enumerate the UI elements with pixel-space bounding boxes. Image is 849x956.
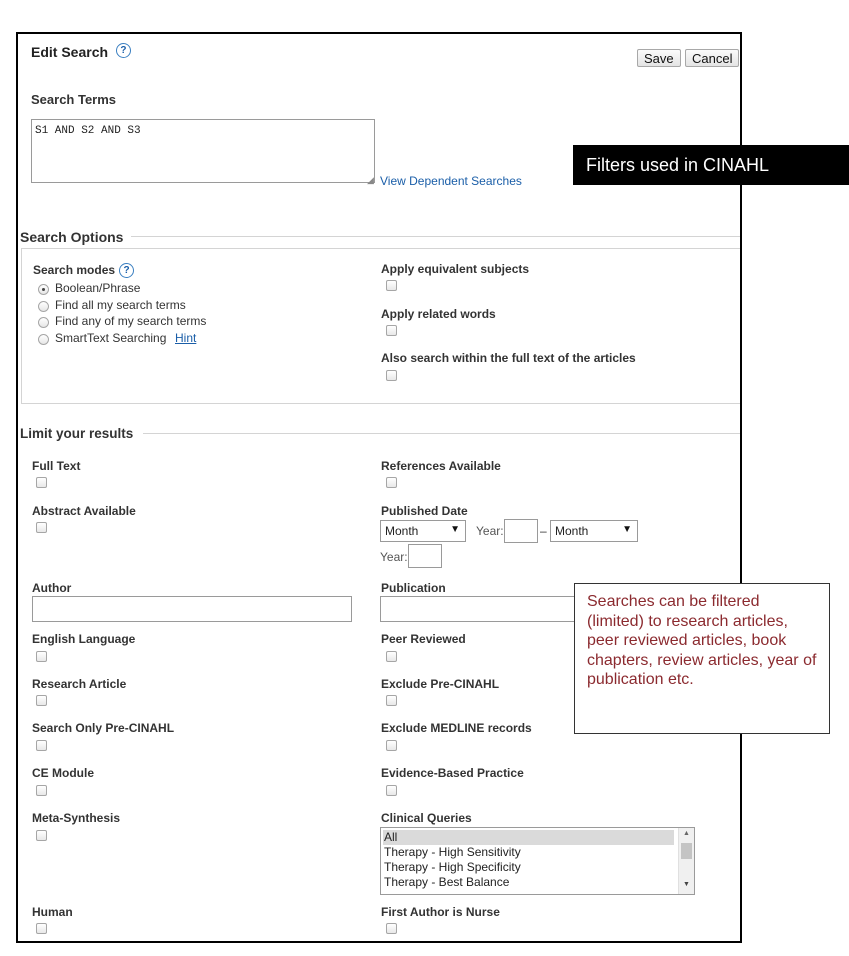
related-words-checkbox[interactable]: [386, 325, 397, 336]
full-text-checkbox[interactable]: [36, 477, 47, 488]
published-from-month-select[interactable]: Month ▼: [380, 520, 466, 542]
equivalent-subjects-label: Apply equivalent subjects: [381, 262, 530, 276]
filters-banner: Filters used in CINAHL: [573, 145, 849, 185]
meta-synthesis-label: Meta-Synthesis: [32, 811, 121, 825]
search-terms-textarea[interactable]: S1 AND S2 AND S3: [31, 119, 375, 183]
listbox-scrollbar[interactable]: [678, 828, 694, 894]
search-terms-label: Search Terms: [31, 92, 117, 107]
evidence-based-practice-checkbox[interactable]: [386, 785, 397, 796]
published-to-month-select[interactable]: Month ▼: [550, 520, 638, 542]
scroll-up-icon[interactable]: ▲: [683, 830, 690, 837]
radio-find-any[interactable]: [38, 317, 49, 328]
evidence-based-practice-label: Evidence-Based Practice: [381, 766, 524, 780]
save-button[interactable]: Save: [637, 49, 681, 67]
clinical-queries-label: Clinical Queries: [381, 811, 472, 825]
first-author-nurse-checkbox[interactable]: [386, 923, 397, 934]
year-label: Year:: [476, 524, 504, 538]
published-from-year-input[interactable]: [504, 519, 538, 543]
list-item[interactable]: Therapy - Best Balance: [384, 875, 510, 889]
exclude-medline-label: Exclude MEDLINE records: [381, 721, 532, 735]
clinical-queries-listbox[interactable]: [380, 827, 695, 895]
ce-module-checkbox[interactable]: [36, 785, 47, 796]
ce-module-label: CE Module: [32, 766, 94, 780]
resize-grip-icon[interactable]: ◢: [367, 175, 374, 185]
research-article-checkbox[interactable]: [36, 695, 47, 706]
published-to-year-input[interactable]: [408, 544, 442, 568]
radio-label: Find all my search terms: [55, 298, 186, 312]
references-available-label: References Available: [381, 459, 501, 473]
limit-results-heading: Limit your results: [20, 426, 141, 441]
radio-label: SmartText Searching: [55, 331, 167, 345]
section-divider: [143, 433, 740, 434]
search-modes-label: Search modes: [33, 263, 116, 277]
search-modes-help-icon[interactable]: ?: [119, 263, 134, 278]
radio-smarttext[interactable]: [38, 334, 49, 345]
search-only-pre-cinahl-label: Search Only Pre-CINAHL: [32, 721, 175, 735]
search-only-pre-cinahl-checkbox[interactable]: [36, 740, 47, 751]
radio-find-all[interactable]: [38, 301, 49, 312]
view-dependent-searches-link[interactable]: View Dependent Searches: [380, 174, 522, 188]
list-item[interactable]: Therapy - High Sensitivity: [384, 845, 521, 859]
page-title: Edit Search ?: [31, 44, 131, 62]
date-separator: –: [540, 524, 547, 538]
radio-boolean-phrase[interactable]: [38, 284, 49, 295]
radio-label: Find any of my search terms: [55, 314, 207, 328]
related-words-label: Apply related words: [381, 307, 496, 321]
dropdown-arrow-icon: ▼: [450, 524, 460, 535]
equivalent-subjects-checkbox[interactable]: [386, 280, 397, 291]
radio-label: Boolean/Phrase: [55, 281, 141, 295]
list-item[interactable]: Therapy - High Specificity: [384, 860, 521, 874]
references-available-checkbox[interactable]: [386, 477, 397, 488]
scrollbar-thumb[interactable]: [681, 843, 692, 859]
published-date-label: Published Date: [381, 504, 468, 518]
peer-reviewed-label: Peer Reviewed: [381, 632, 466, 646]
cancel-button[interactable]: Cancel: [685, 49, 739, 67]
english-language-checkbox[interactable]: [36, 651, 47, 662]
scroll-down-icon[interactable]: ▼: [683, 881, 690, 888]
search-options-heading: Search Options: [20, 229, 131, 245]
full-text-label: Full Text: [32, 459, 81, 473]
help-icon[interactable]: ?: [116, 43, 131, 58]
research-article-label: Research Article: [32, 677, 127, 691]
human-label: Human: [32, 905, 73, 919]
english-language-label: English Language: [32, 632, 136, 646]
year-label: Year:: [380, 550, 408, 564]
dropdown-arrow-icon: ▼: [622, 524, 632, 535]
abstract-available-checkbox[interactable]: [36, 522, 47, 533]
exclude-medline-checkbox[interactable]: [386, 740, 397, 751]
first-author-nurse-label: First Author is Nurse: [381, 905, 500, 919]
human-checkbox[interactable]: [36, 923, 47, 934]
filter-note-callout: Searches can be filtered (limited) to research articles, peer reviewed articles, book chapters, review articles, year of publication etc.: [574, 583, 830, 734]
exclude-pre-cinahl-label: Exclude Pre-CINAHL: [381, 677, 500, 691]
section-divider: [128, 236, 740, 237]
author-label: Author: [32, 581, 72, 595]
exclude-pre-cinahl-checkbox[interactable]: [386, 695, 397, 706]
full-text-search-label: Also search within the full text of the articles: [381, 351, 636, 365]
publication-label: Publication: [381, 581, 446, 595]
peer-reviewed-checkbox[interactable]: [386, 651, 397, 662]
list-item[interactable]: All: [383, 830, 674, 845]
full-text-search-checkbox[interactable]: [386, 370, 397, 381]
meta-synthesis-checkbox[interactable]: [36, 830, 47, 841]
abstract-available-label: Abstract Available: [32, 504, 136, 518]
author-input[interactable]: [32, 596, 352, 622]
hint-link[interactable]: Hint: [175, 331, 197, 345]
